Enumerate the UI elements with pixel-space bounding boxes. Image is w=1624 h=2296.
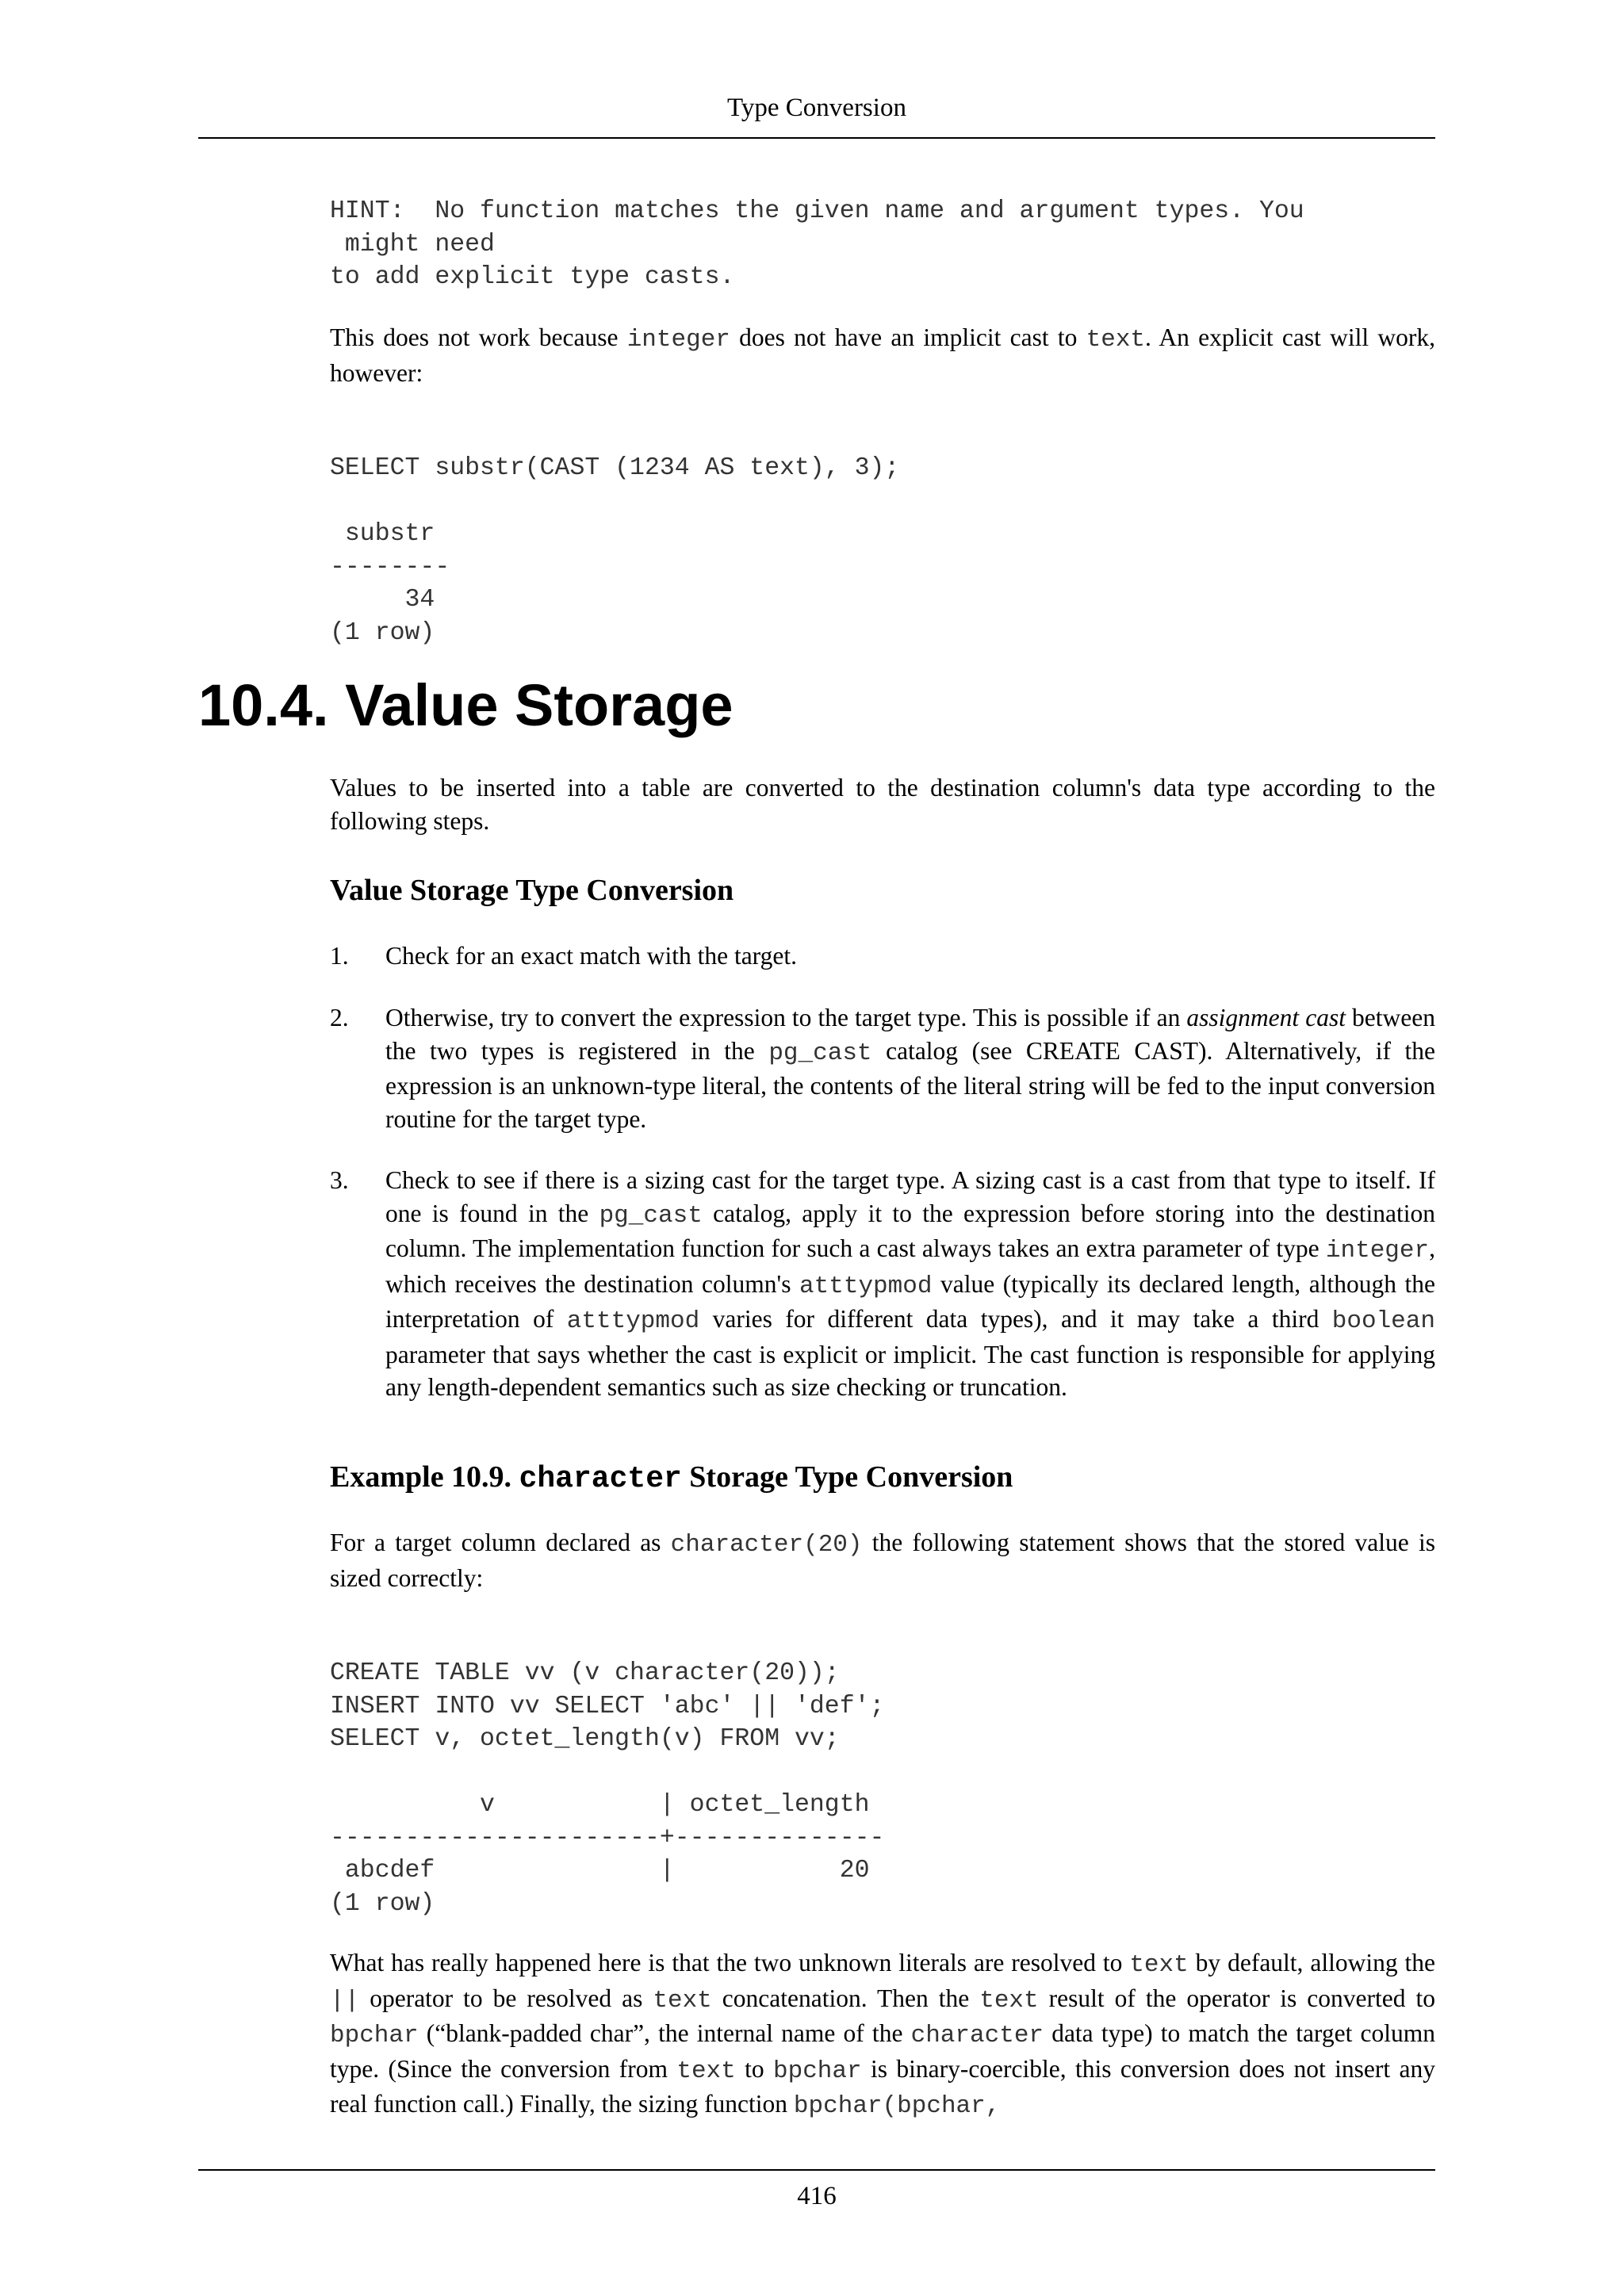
running-header: Type Conversion [727, 94, 906, 122]
select-substr-code-block: SELECT substr(CAST (1234 AS text), 3); substr -------- 34 (1 row) [330, 454, 900, 647]
hint-code-block: HINT: No function matches the given name and argument types. You might need to add explicit type casts. [330, 197, 1304, 291]
paragraph-cast-explanation: This does not work because integer does not have an implicit cast to text. An explicit cast will work, however: [330, 323, 1435, 387]
example-intro: For a target column declared as character(20) the following statement shows that the stored value is sized correctly: [330, 1529, 1435, 1592]
header-rule [198, 137, 1435, 139]
procedure-title: Value Storage Type Conversion [330, 874, 734, 907]
section-heading: 10.4. Value Storage [198, 672, 733, 738]
paragraph-value-storage-intro: Values to be inserted into a table are converted to the destination column's data type according to the following steps. [330, 774, 1435, 835]
footer-rule [198, 2169, 1435, 2171]
step-text: Otherwise, try to convert the expression to the target type. This is possible if an assignment cast between the two types is registered in the pg_cast catalog (see CREATE CAST). Alternatively, if the expression is an unknown-type literal, the contents of the literal string will be fed to the input conversion routine for the target type. [385, 1004, 1435, 1133]
step-text: Check to see if there is a sizing cast for the target type. A sizing cast is a cast from that type to itself. If one is found in the pg_cast catalog, apply it to the expression before storing into the destination column. The implementation function for such a cast always takes an extra parameter of type integer, which receives the destination column's atttypmod value (typically its declared length, although the interpretation of atttypmod varies for different data types), and it may take a third boolean parameter that says whether the cast is explicit or implicit. The cast function is responsible for applying any length-dependent semantics such as size checking or truncation. [385, 1166, 1436, 1401]
example-title: Example 10.9. character Storage Type Conversion [330, 1460, 1013, 1496]
step-number: 2. [330, 1004, 349, 1031]
step-text: Check for an exact match with the target. [385, 942, 797, 970]
example-code-block: CREATE TABLE vv (v character(20)); INSERT INTO vv SELECT 'abc' || 'def'; SELECT v, octet_length(v) FROM vv; v | octet_length ----------------------+-------------- abcdef | 20 (1 row) [330, 1659, 885, 1918]
paragraph-conversion-explanation: What has really happened here is that the two unknown literals are resolved to text by default, allowing the || operator to be resolved as text concatenation. Then the text result of the operator is converted to bpchar (“blank-padded char”, the internal name of the character data type) to match the target column type. (Since the conversion from text to bpchar is binary-coercible, this conversion does not insert any real function call.) Finally, the sizing function bpchar(bpchar, [330, 1949, 1435, 2120]
step-number: 1. [330, 942, 349, 970]
step-number: 3. [330, 1166, 349, 1194]
page-number: 416 [797, 2182, 837, 2210]
